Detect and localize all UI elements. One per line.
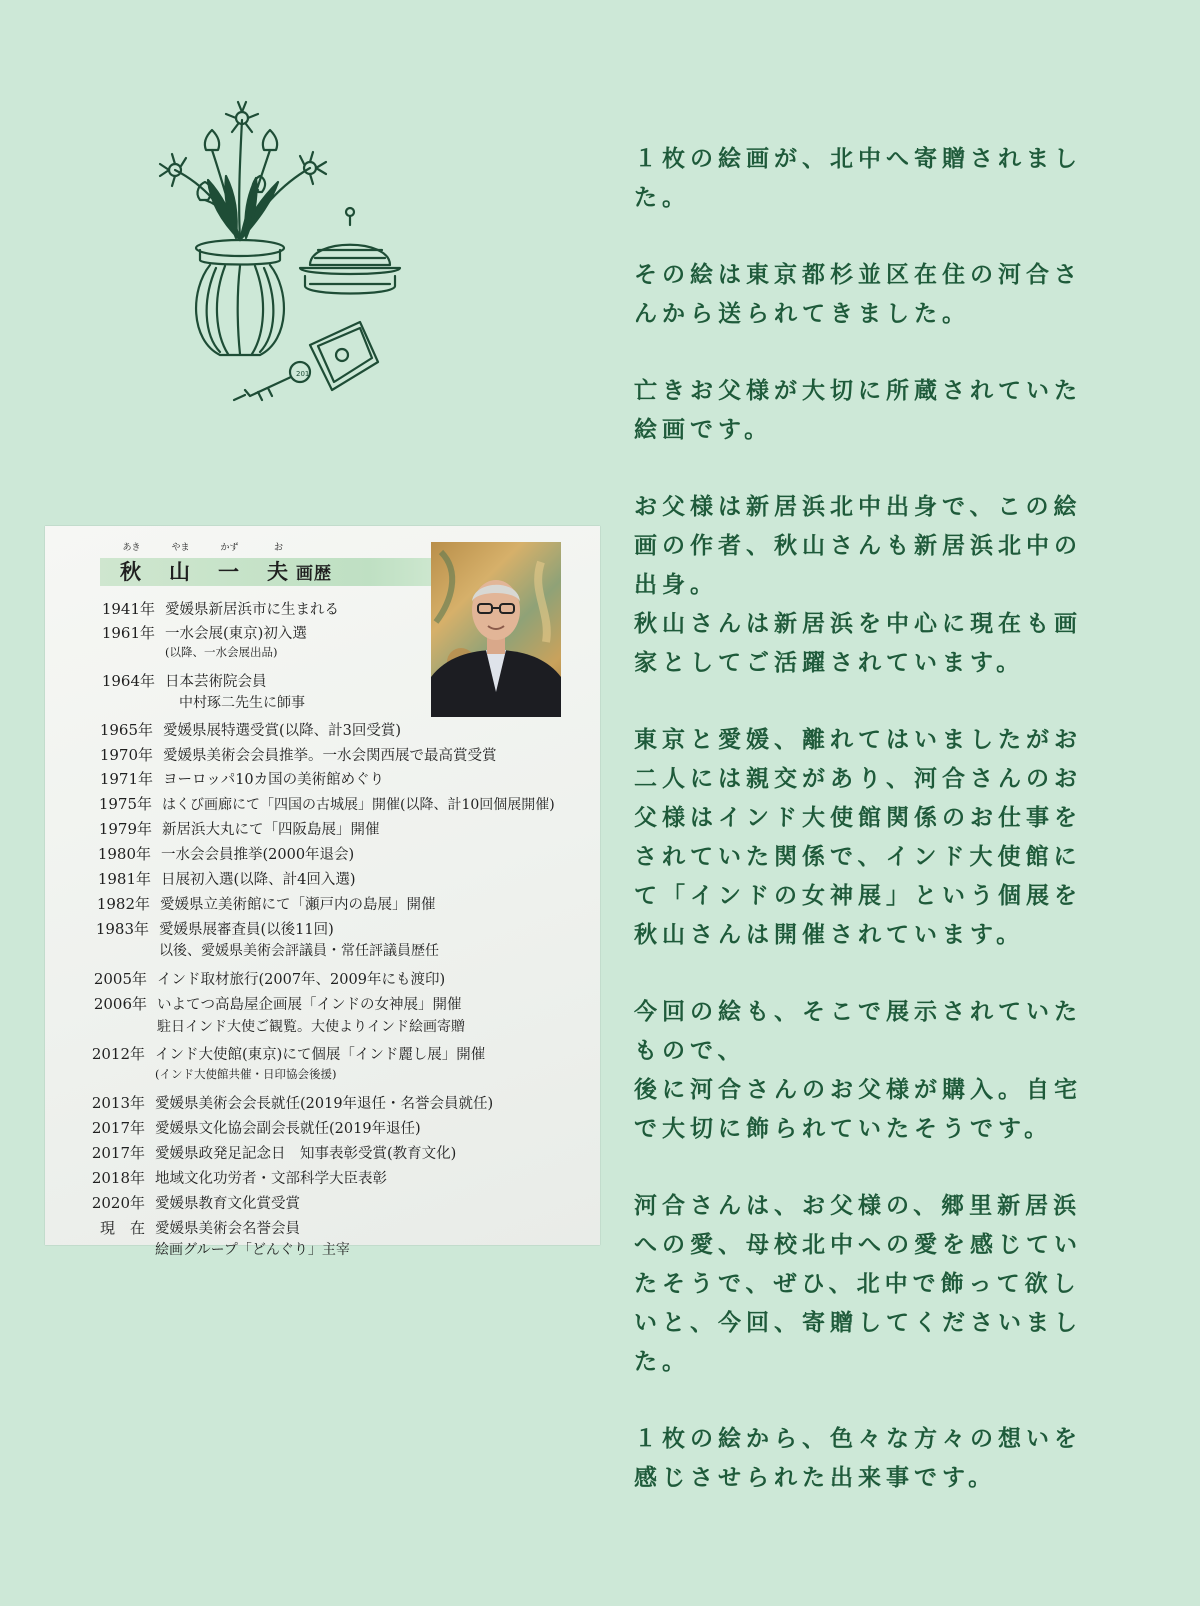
story-paragraph: 亡きお父様が大切に所蔵されていた絵画です。 (634, 378, 1082, 443)
timeline-row: 2006年 いよてつ高島屋企画展「インドの女神展」開催 (93, 995, 462, 1013)
name-char: お 夫 (267, 543, 290, 584)
flower-vase-bell-key-icon (150, 100, 410, 420)
story-paragraph: その絵は東京都杉並区在住の河合さんから送られてきました。 (634, 262, 1082, 327)
timeline-row: 1961年 一水会展(東京)初入選 (101, 624, 307, 642)
timeline-row: 1983年 愛媛県展審査員(以後11回) (95, 920, 334, 938)
svg-text:201: 201 (296, 370, 310, 378)
timeline-row: 2013年 愛媛県美術会会長就任(2019年退任・名誉会員就任) (91, 1094, 494, 1112)
timeline-row: 2005年 インド取材旅行(2007年、2009年にも渡印) (93, 970, 446, 988)
biography-card-photo (45, 526, 600, 1258)
story-paragraph: 東京と愛媛、離れてはいましたがお二人には親交があり、河合さんのお父様はインド大使館関係のお仕事をされていた関係で、インド大使館にて「インドの女神展」という個展を秋山さんは開催されています。 (634, 727, 1082, 948)
timeline-row: 2017年 愛媛県文化協会副会長就任(2019年退任) (91, 1119, 421, 1137)
timeline-subline: 絵画グループ「どんぐり」主宰 (155, 1242, 350, 1258)
timeline-row: 1979年 新居浜大丸にて「四阪島展」開催 (98, 820, 380, 838)
timeline-row: 2020年 愛媛県教育文化賞受賞 (91, 1194, 300, 1212)
timeline-subline: (インド大使館共催・日印協会後援) (155, 1067, 337, 1081)
timeline-row: 現 在 愛媛県美術会名誉会員 (99, 1219, 300, 1237)
timeline-row: 2012年 インド大使館(東京)にて個展「インド麗し展」開催 (91, 1045, 486, 1063)
story-text-column (634, 140, 1084, 1536)
name-char: やま 山 (169, 543, 192, 584)
timeline-row: 2018年 地域文化功労者・文部科学大臣表彰 (91, 1169, 387, 1187)
story-paragraph: お父様は新居浜北中出身で、この絵画の作者、秋山さんも新居浜北中の出身。 秋山さんは新居浜を中心に現在も画家としてご活躍されています。 (634, 494, 1082, 676)
story-paragraph: 今回の絵も、そこで展示されていたもので、 後に河合さんのお父様が購入。自宅で大切に飾られていたそうです。 (634, 999, 1082, 1142)
decorative-illustration (150, 100, 410, 420)
timeline-subline: 以後、愛媛県美術会評議員・常任評議員歴任 (159, 943, 439, 959)
timeline-row: 1965年 愛媛県展特選受賞(以降、計3回受賞) (99, 721, 402, 739)
timeline-row: 1981年 日展初入選(以降、計4回入選) (97, 870, 356, 888)
title-suffix: 画歴 (296, 564, 332, 584)
timeline-row: 1982年 愛媛県立美術館にて「瀬戸内の島展」開催 (96, 895, 436, 913)
story-paragraph: 河合さんは、お父様の、郷里新居浜への愛、母校北中への愛を感じていたそうで、ぜひ、北中で飾って欲しいと、今回、寄贈してくださいました。 (634, 1193, 1082, 1375)
timeline-row: 1964年 日本芸術院会員 (101, 672, 267, 690)
timeline-subline: 中村琢二先生に師事 (179, 695, 305, 711)
timeline-row: 2017年 愛媛県政発足記念日 知事表彰受賞(教育文化) (91, 1144, 457, 1162)
story-paragraph: １枚の絵から、色々な方々の想いを感じさせられた出来事です。 (634, 1426, 1082, 1491)
story-paragraph: １枚の絵画が、北中へ寄贈されました。 (634, 146, 1082, 211)
name-char: あき 秋 (120, 543, 143, 584)
timeline-row: 1971年 ヨーロッパ10カ国の美術館めぐり (99, 770, 385, 788)
timeline-row: 1941年 愛媛県新居浜市に生まれる (101, 600, 339, 618)
timeline-subline: 駐日インド大使ご観覧。大使よりインド絵画寄贈 (157, 1019, 465, 1035)
timeline-subline: (以降、一水会展出品) (165, 645, 278, 659)
timeline-row: 1970年 愛媛県美術会会員推挙。一水会関西展で最高賞受賞 (99, 746, 497, 764)
biography-timeline (45, 526, 600, 1258)
timeline-row: 1975年 はくび画廊にて「四国の古城展」開催(以降、計10回個展開催) (98, 795, 555, 813)
name-char: かず 一 (218, 543, 241, 584)
timeline-row: 1980年 一水会会員推挙(2000年退会) (97, 845, 355, 863)
